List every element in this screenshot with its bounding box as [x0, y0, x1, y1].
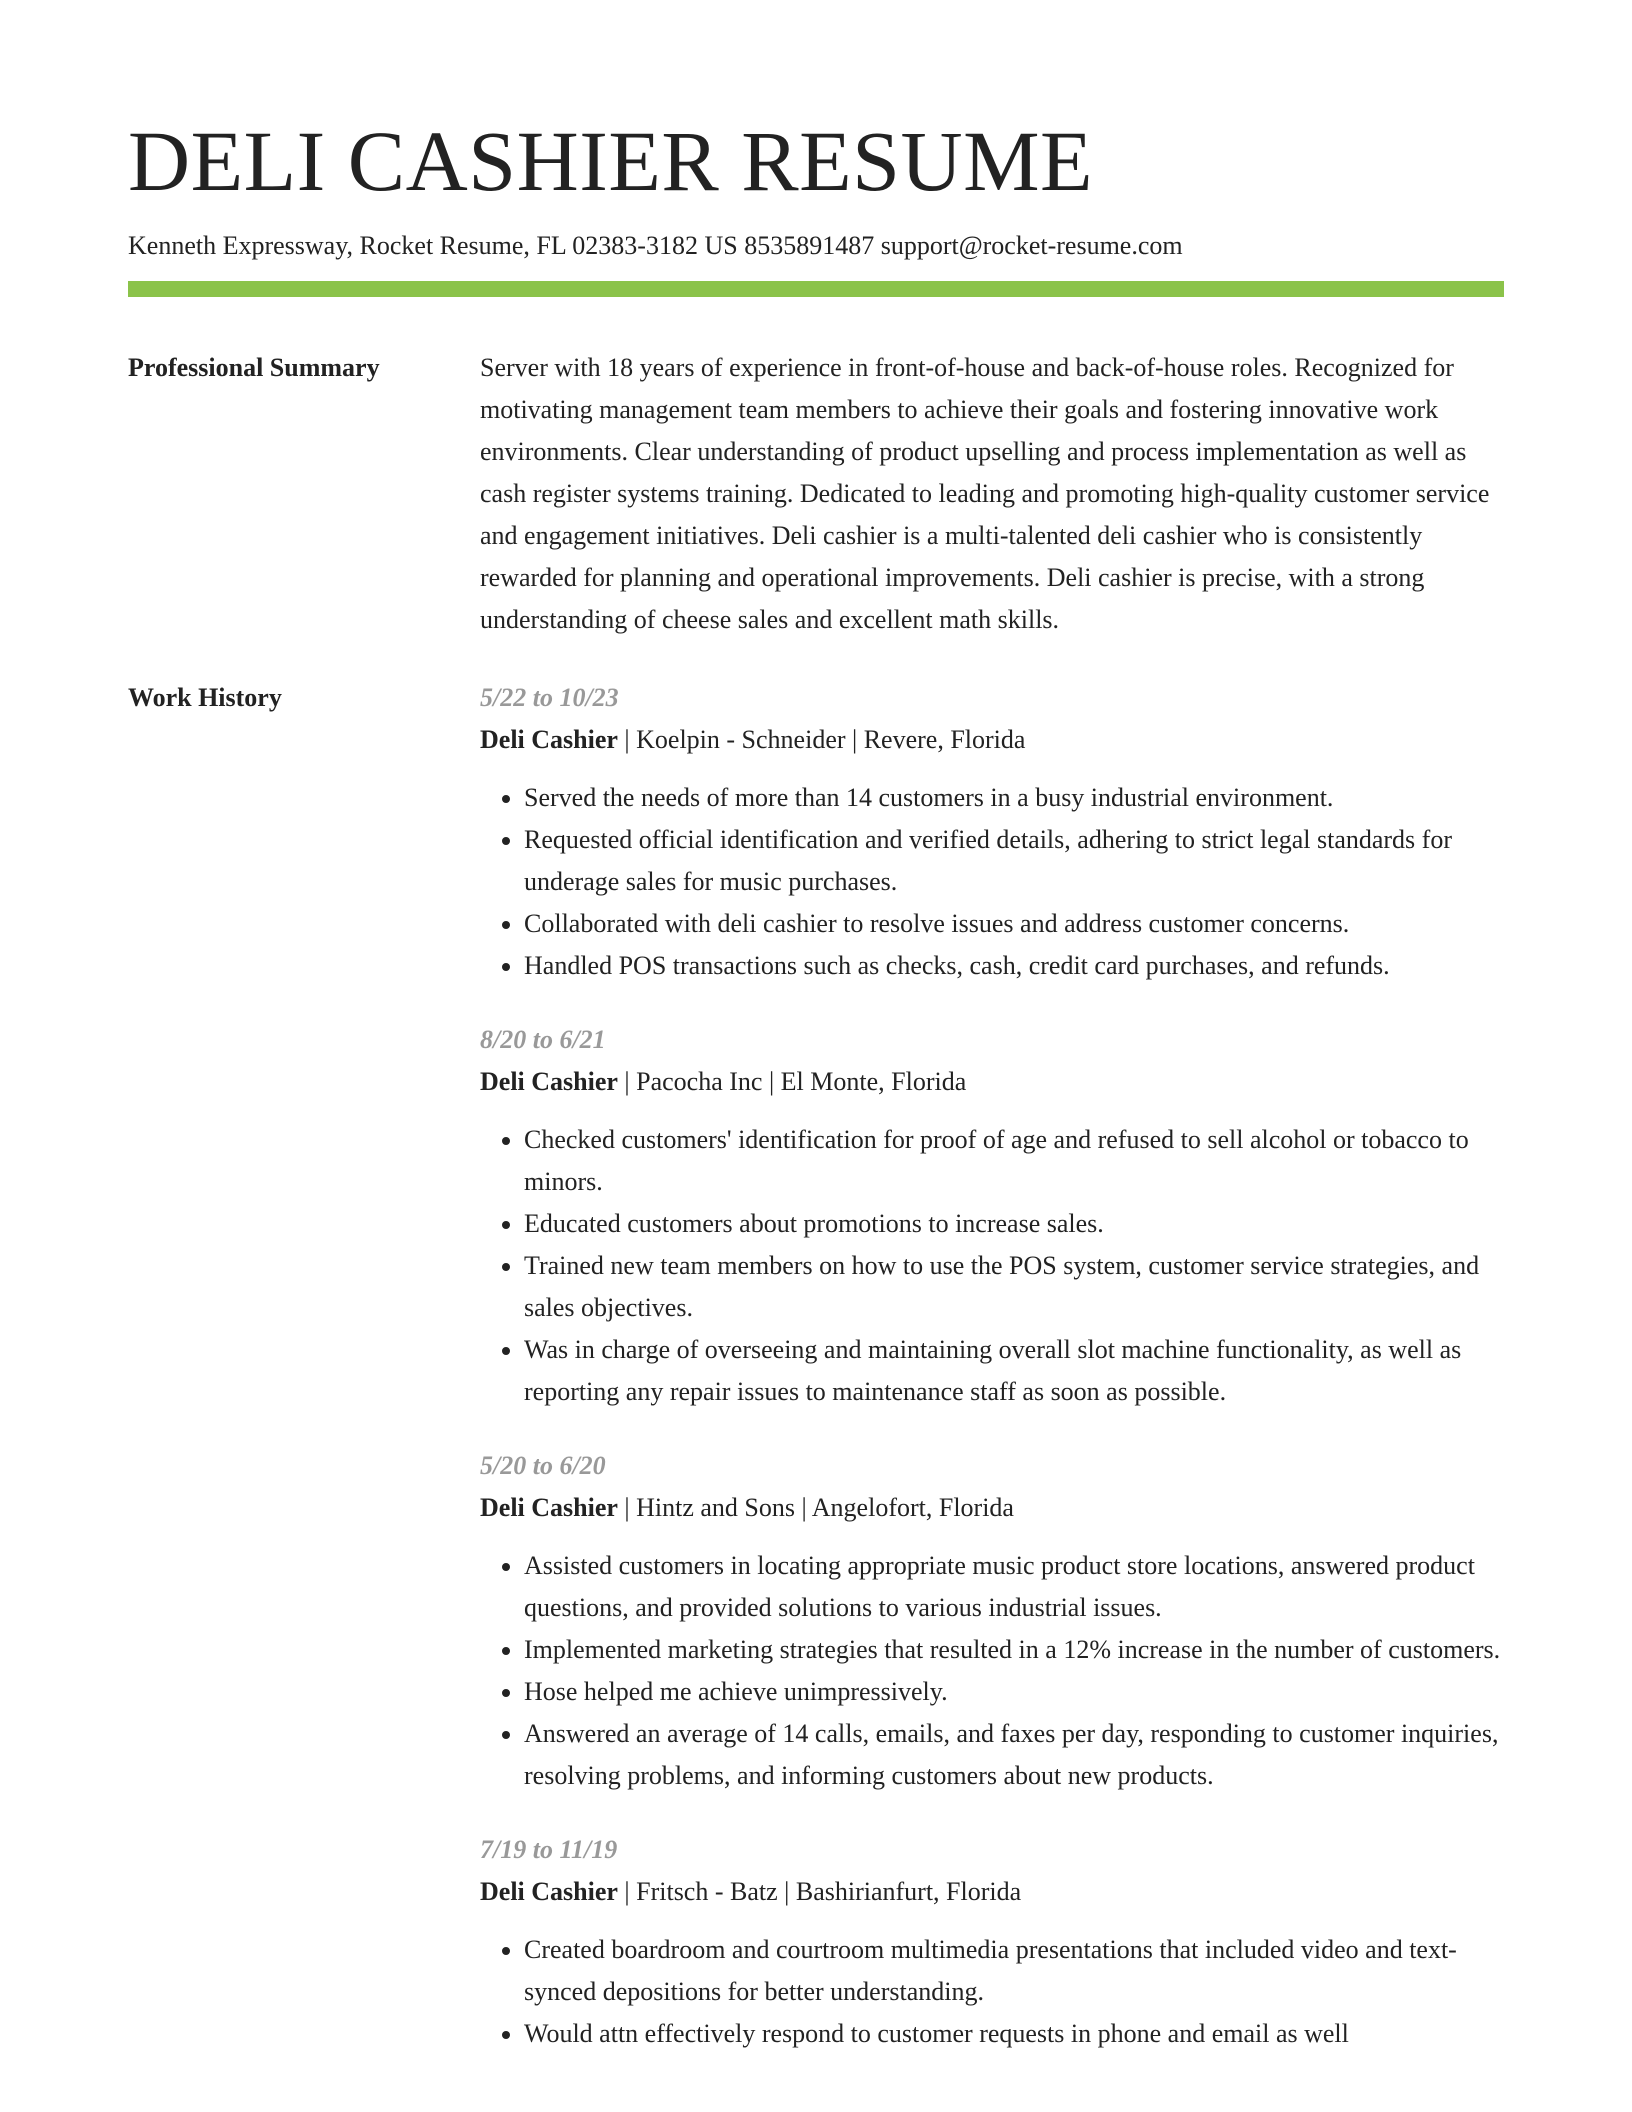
job-heading: [480, 1487, 1504, 1529]
job-bullet: • Handled POS transactions such as checks, cash, credit card purchases, and refunds.: [524, 945, 1504, 987]
job-bullet: • Was in charge of overseeing and maintaining overall slot machine functionality, as well as reporting any repair issues to maintenance staff as soon as possible.: [524, 1329, 1504, 1413]
job-bullet: • Answered an average of 14 calls, emails, and faxes per day, responding to customer inquiries, resolving problems, and informing customers about new products.: [524, 1713, 1504, 1797]
job-bullet: • Hose helped me achieve unimpressively.: [524, 1671, 1504, 1713]
job-list: [480, 677, 1504, 2087]
job-entry: [480, 1019, 1504, 1413]
job-bullet: • Created boardroom and courtroom multimedia presentations that included video and text-synced depositions for better understanding.: [524, 1929, 1504, 2013]
resume-title: DELI CASHIER RESUME: [128, 113, 1094, 209]
job-bullet-list: [480, 1545, 1504, 1797]
accent-divider: [128, 281, 1504, 297]
job-bullet: • Requested official identification and verified details, adhering to strict legal standards for underage sales for music purchases.: [524, 819, 1504, 903]
job-heading: [480, 719, 1504, 761]
job-bullet: • Educated customers about promotions to increase sales.: [524, 1203, 1504, 1245]
job-entry: [480, 1445, 1504, 1797]
job-company-location: | Koelpin - Schneider | Revere, Florida: [617, 725, 1026, 755]
job-bullet: • Trained new team members on how to use the POS system, customer service strategies, and sales objectives.: [524, 1245, 1504, 1329]
job-heading: [480, 1871, 1504, 1913]
job-bullet-list: [480, 1119, 1504, 1413]
job-bullet: • Collaborated with deli cashier to resolve issues and address customer concerns.: [524, 903, 1504, 945]
job-company-location: | Hintz and Sons | Angelofort, Florida: [617, 1493, 1014, 1523]
job-title: Deli Cashier: [480, 1877, 618, 1907]
resume-page: [128, 113, 1504, 2087]
section-label-work-history: Work History: [128, 683, 282, 713]
section-label-professional-summary: Professional Summary: [128, 353, 380, 383]
contact-line: Kenneth Expressway, Rocket Resume, FL 02383-3182 US 8535891487 support@rocket-resume.com: [128, 231, 1183, 260]
professional-summary-section: [128, 347, 1504, 641]
job-bullet: • Implemented marketing strategies that resulted in a 12% increase in the number of customers.: [524, 1629, 1504, 1671]
job-dates: 7/19 to 11/19: [480, 1835, 618, 1865]
job-title: Deli Cashier: [480, 1493, 618, 1523]
job-entry: [480, 677, 1504, 987]
summary-text: Server with 18 years of experience in front-of-house and back-of-house roles. Recognized for motivating management team members to achieve their goals and fostering innovative work environments. Clear understanding of product upselling and process implementation as well as cash register systems training. Dedicated to leading and promoting high-quality customer service and engagement initiatives. Deli cashier is a multi-talented deli cashier who is consistently rewarded for planning and operational improvements. Deli cashier is precise, with a strong understanding of cheese sales and excellent math skills.: [480, 353, 1490, 635]
job-entry: [480, 1829, 1504, 2055]
job-bullet: • Checked customers' identification for proof of age and refused to sell alcohol or tobacco to minors.: [524, 1119, 1504, 1203]
job-bullet-list: [480, 1929, 1504, 2055]
work-history-section: [128, 677, 1504, 2087]
job-company-location: | Pacocha Inc | El Monte, Florida: [617, 1067, 967, 1097]
job-bullet: • Served the needs of more than 14 customers in a busy industrial environment.: [524, 777, 1504, 819]
job-company-location: | Fritsch - Batz | Bashirianfurt, Florida: [617, 1877, 1022, 1907]
job-bullet-list: [480, 777, 1504, 987]
job-title: Deli Cashier: [480, 725, 618, 755]
job-dates: 5/20 to 6/20: [480, 1451, 606, 1481]
job-bullet: • Assisted customers in locating appropriate music product store locations, answered product questions, and provided solutions to various industrial issues.: [524, 1545, 1504, 1629]
job-dates: 5/22 to 10/23: [480, 683, 619, 713]
job-heading: [480, 1061, 1504, 1103]
job-title: Deli Cashier: [480, 1067, 618, 1097]
job-bullet: • Would attn effectively respond to customer requests in phone and email as well: [524, 2013, 1504, 2055]
job-dates: 8/20 to 6/21: [480, 1025, 606, 1055]
